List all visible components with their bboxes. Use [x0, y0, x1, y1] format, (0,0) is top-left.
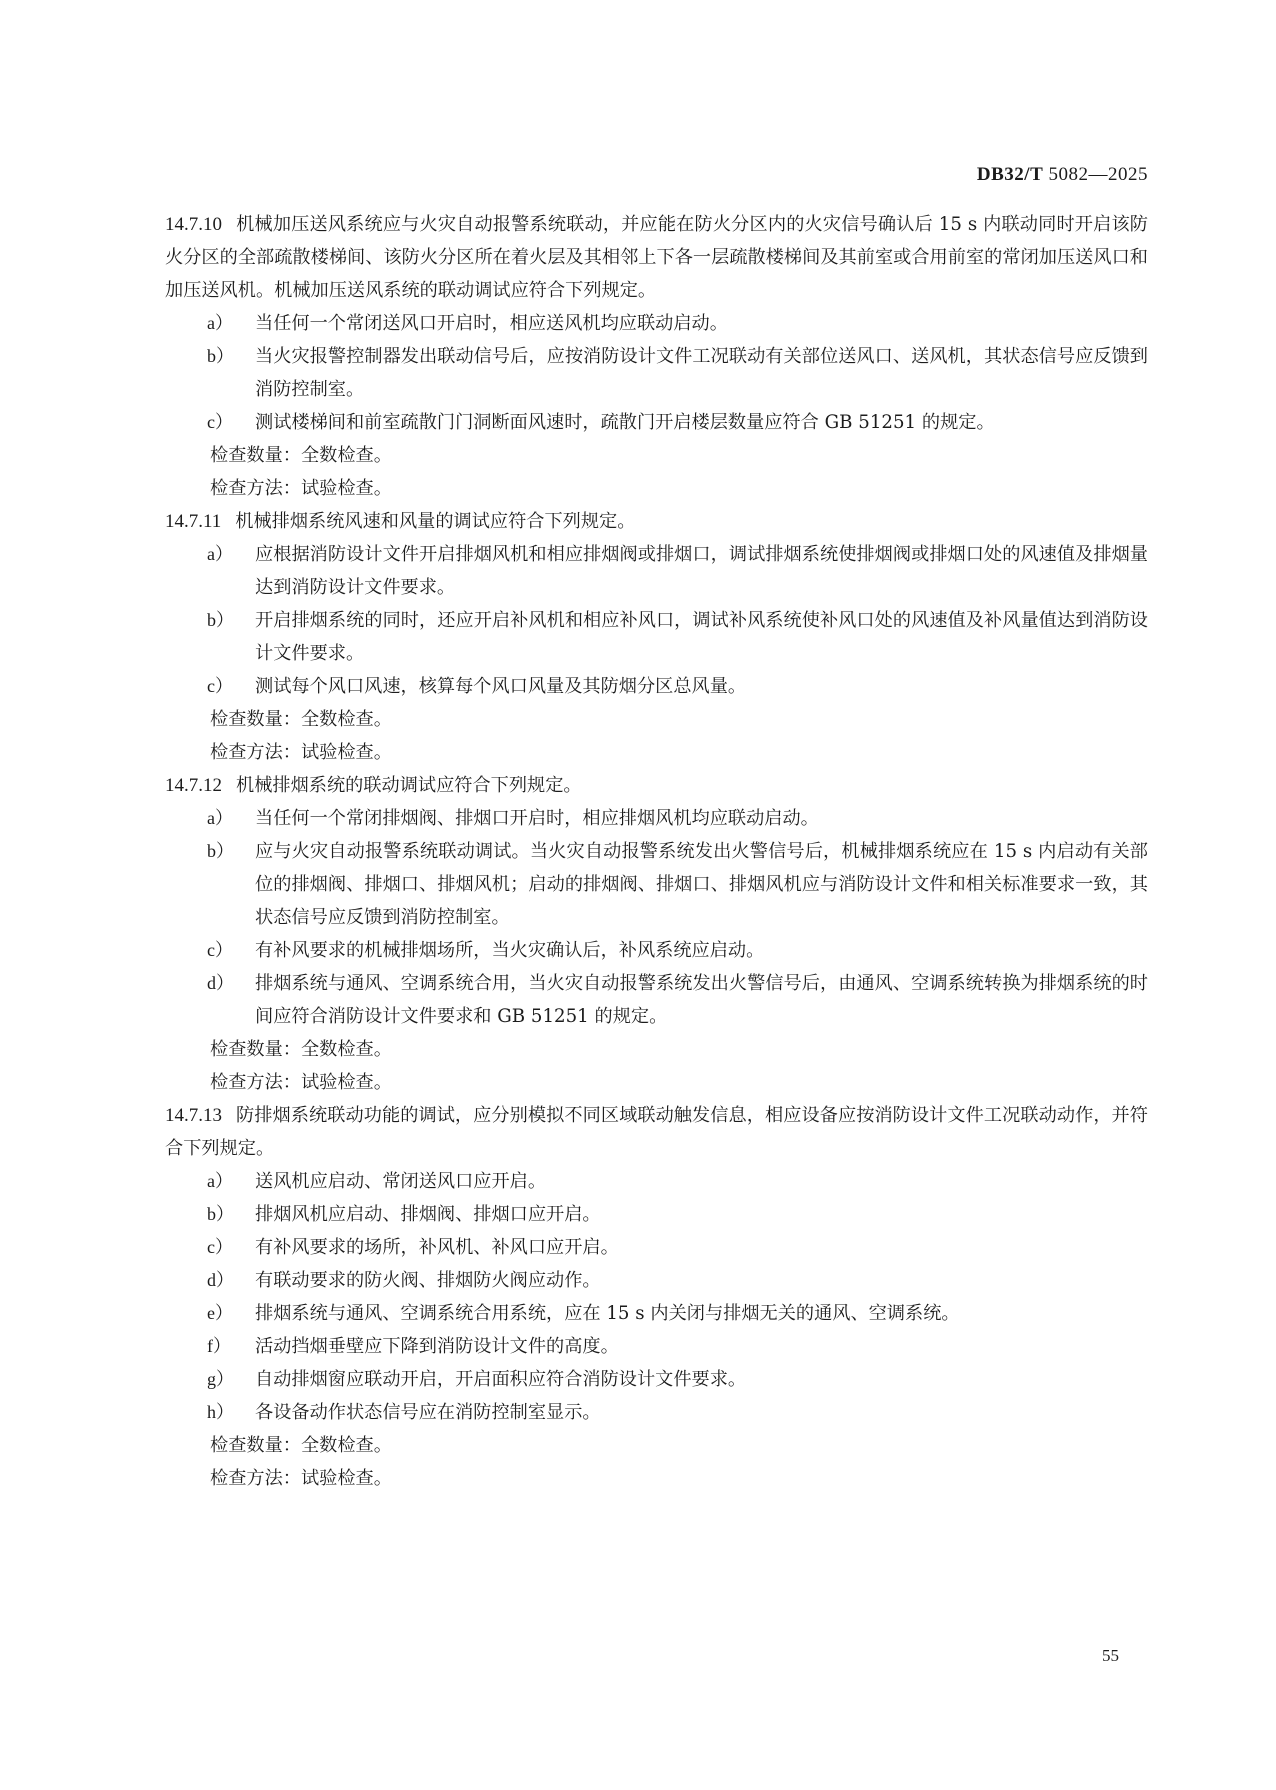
clause-14-7-13 — [165, 1099, 1148, 1165]
item-text: 排烟系统与通风、空调系统合用系统，应在 15 s 内关闭与排烟无关的通风、空调系统。 — [255, 1303, 960, 1324]
item-marker: c） — [207, 1237, 233, 1257]
item-text: 测试楼梯间和前室疏散门门洞断面风速时，疏散门开启楼层数量应符合 GB 51251 的规定。 — [255, 412, 995, 433]
item-marker: b） — [207, 1204, 234, 1224]
list-item — [165, 604, 1148, 670]
list-item — [165, 967, 1148, 1033]
check-quantity: 检查数量：全数检查。 — [210, 445, 392, 466]
item-marker: c） — [207, 412, 233, 432]
check-method: 检查方法：试验检查。 — [210, 742, 392, 763]
list-item — [165, 1330, 1148, 1363]
clause-number: 14.7.10 — [165, 214, 222, 235]
document-code-number: 5082—2025 — [1043, 164, 1148, 185]
list-item — [165, 1231, 1148, 1264]
item-marker: a） — [207, 544, 233, 564]
item-marker: a） — [207, 313, 233, 333]
check-quantity: 检查数量：全数检查。 — [210, 709, 392, 730]
list-item — [165, 1198, 1148, 1231]
item-marker: e） — [207, 1303, 233, 1323]
clause-14-7-10 — [165, 208, 1148, 307]
list-item — [165, 1363, 1148, 1396]
item-text: 当火灾报警控制器发出联动信号后，应按消防设计文件工况联动有关部位送风口、送风机，其状态信号应反馈到消防控制室。 — [255, 346, 1148, 400]
item-text: 应与火灾自动报警系统联动调试。当火灾自动报警系统发出火警信号后，机械排烟系统应在 15 s 内启动有关部位的排烟阀、排烟口、排烟风机；启动的排烟阀、排烟口、排烟风机应与消防设计文件和相关标准要求一致，其状态信号应反馈到消防控制室。 — [255, 841, 1148, 928]
item-text: 自动排烟窗应联动开启，开启面积应符合消防设计文件要求。 — [255, 1369, 747, 1390]
list-item — [165, 307, 1148, 340]
document-body — [165, 208, 1148, 1495]
clause-text: 机械加压送风系统应与火灾自动报警系统联动，并应能在防火分区内的火灾信号确认后 15 s 内联动同时开启该防火分区的全部疏散楼梯间、该防火分区所在着火层及其相邻上下各一层疏散楼梯间及其前室或合用前室的常闭加压送风口和加压送风机。机械加压送风系统的联动调试应符合下列规定。 — [165, 214, 1148, 301]
list-item — [165, 1264, 1148, 1297]
check-method: 检查方法：试验检查。 — [210, 478, 392, 499]
item-marker: b） — [207, 841, 234, 861]
list-item — [165, 934, 1148, 967]
list-item — [165, 670, 1148, 703]
list-item — [165, 406, 1148, 439]
clause-14-7-12 — [165, 769, 1148, 802]
clause-number: 14.7.13 — [165, 1105, 222, 1126]
check-quantity: 检查数量：全数检查。 — [210, 1435, 392, 1456]
list-item — [165, 1297, 1148, 1330]
item-marker: d） — [207, 973, 234, 993]
item-marker: b） — [207, 346, 234, 366]
list-item — [165, 835, 1148, 934]
item-marker: a） — [207, 808, 233, 828]
list-item — [165, 802, 1148, 835]
item-text: 有联动要求的防火阀、排烟防火阀应动作。 — [255, 1270, 601, 1291]
item-text: 排烟风机应启动、排烟阀、排烟口应开启。 — [255, 1204, 601, 1225]
clause-number: 14.7.11 — [165, 511, 222, 532]
document-code-prefix: DB32/T — [976, 164, 1044, 185]
item-marker: f） — [207, 1336, 231, 1356]
item-text: 活动挡烟垂壁应下降到消防设计文件的高度。 — [255, 1336, 619, 1357]
item-marker: a） — [207, 1171, 233, 1191]
item-marker: c） — [207, 940, 233, 960]
item-text: 当任何一个常闭排烟阀、排烟口开启时，相应排烟风机均应联动启动。 — [255, 808, 819, 829]
item-text: 应根据消防设计文件开启排烟风机和相应排烟阀或排烟口，调试排烟系统使排烟阀或排烟口处的风速值及排烟量达到消防设计文件要求。 — [255, 544, 1148, 598]
item-text: 有补风要求的机械排烟场所，当火灾确认后，补风系统应启动。 — [255, 940, 765, 961]
check-method: 检查方法：试验检查。 — [210, 1468, 392, 1489]
document-code — [977, 164, 1148, 186]
item-text: 排烟系统与通风、空调系统合用，当火灾自动报警系统发出火警信号后，由通风、空调系统转换为排烟系统的时间应符合消防设计文件要求和 GB 51251 的规定。 — [255, 973, 1148, 1027]
page-number: 55 — [1102, 1646, 1119, 1665]
item-text: 有补风要求的场所，补风机、补风口应开启。 — [255, 1237, 619, 1258]
list-item — [165, 1165, 1148, 1198]
item-marker: c） — [207, 676, 233, 696]
item-marker: h） — [207, 1402, 234, 1422]
item-marker: b） — [207, 610, 234, 630]
item-text: 开启排烟系统的同时，还应开启补风机和相应补风口，调试补风系统使补风口处的风速值及补风量值达到消防设计文件要求。 — [255, 610, 1148, 664]
clause-text: 机械排烟系统风速和风量的调试应符合下列规定。 — [235, 511, 636, 532]
item-text: 当任何一个常闭送风口开启时，相应送风机均应联动启动。 — [255, 313, 728, 334]
clause-14-7-11 — [165, 505, 1148, 538]
list-item — [165, 1396, 1148, 1429]
check-quantity: 检查数量：全数检查。 — [210, 1039, 392, 1060]
list-item — [165, 538, 1148, 604]
item-marker: g） — [207, 1369, 234, 1389]
item-text: 测试每个风口风速，核算每个风口风量及其防烟分区总风量。 — [255, 676, 747, 697]
clause-text: 防排烟系统联动功能的调试，应分别模拟不同区域联动触发信息，相应设备应按消防设计文件工况联动动作，并符合下列规定。 — [165, 1105, 1148, 1159]
check-method: 检查方法：试验检查。 — [210, 1072, 392, 1093]
list-item — [165, 340, 1148, 406]
item-marker: d） — [207, 1270, 234, 1290]
clause-text: 机械排烟系统的联动调试应符合下列规定。 — [236, 775, 582, 796]
item-text: 送风机应启动、常闭送风口应开启。 — [255, 1171, 547, 1192]
clause-number: 14.7.12 — [165, 775, 222, 796]
item-text: 各设备动作状态信号应在消防控制室显示。 — [255, 1402, 601, 1423]
